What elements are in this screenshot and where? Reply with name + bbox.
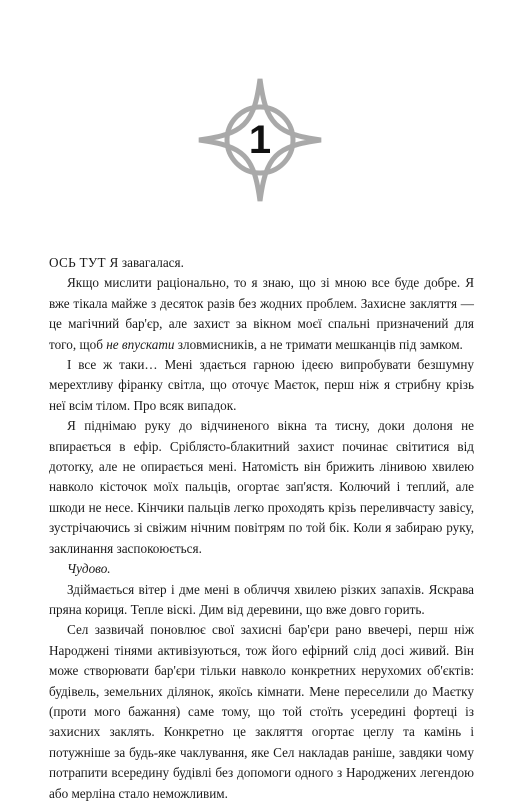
paragraph-emphasis: не впускати — [106, 336, 175, 352]
paragraph-5 — [49, 580, 474, 621]
paragraph-text: зловмисників, а не тримати мешканців під замком. — [174, 336, 463, 352]
paragraph-2 — [49, 355, 474, 416]
paragraph-text: І все ж таки… Мені здається гарною ідеєю випробувати безшумну мерехтливу фіранку світла, що оточує Маєток, перш ніж я стрибну крізь неї всім тілом. Про всяк випадок. — [49, 357, 474, 413]
chapter-number: 1 — [248, 117, 272, 162]
paragraph-text: Я піднімаю руку до відчиненого вікна та тисну, доки долоня не впирається в ефір. Сріблясто-блакитний захист починає світитися від дотorку, але не опирається мені. Натомість він брижить лінивою хвилею навколо кісточок моїх пальців, огортає зап'ястя. Колючий і теплий, але шкоди не несе. Кінчики пальців легко проходять крізь переливчасту завісу, зустрічаючись зі свіжим нічним повітрям по той бік. Коли я забираю руку, заклинання заспокоюється. — [49, 418, 474, 556]
paragraph-text: Здіймається вітер і дме мені в обличчя хвилею різких запахів. Яскрава пряна кориця. Тепле віскі. Дим від деревини, що вже довго горить. — [49, 581, 474, 617]
paragraph-6 — [49, 620, 474, 804]
opening-paragraph — [49, 253, 474, 273]
chapter-text — [49, 253, 474, 804]
opening-lead: ОСЬ ТУТ Я — [49, 255, 119, 270]
paragraph-4 — [49, 559, 474, 579]
opening-rest: завагалася. — [118, 255, 184, 270]
paragraph-emphasis: Чудово. — [67, 561, 111, 577]
paragraph-3 — [49, 416, 474, 559]
paragraph-1 — [49, 273, 474, 355]
paragraph-text: Якщо мислити раціонально, то я знаю, що зі мною все буде добре. Я вже тікала майже з десяток разів без жодних проблем. Захисне закляття — це магічний бар'єр, але захист за вікном моєї спальні призначений для того, щоб — [49, 275, 474, 352]
paragraph-text: Сел зазвичай поновлює свої захисні бар'єри рано ввечері, перш ніж Народжені тінями активізуються, тож його ефірний слід досі живий. Він може створювати бар'єри тільки навколо конкретних нерухомих об'єктів: будівель, земельних ділянок, якоїсь кімнати. Мене переселили до Маєтку (проти мого бажання) саме тому, що той стоїть усередині фортеці із захисних заклять. Конкретно це закляття огортає цеглу та камінь і потужніше за будь-яке чаклування, яке Сел накладав раніше, завдяки чому потрапити всередину будівлі без допомоги одного з Народжених легендою або мерліна стало неможливим. — [49, 622, 474, 801]
